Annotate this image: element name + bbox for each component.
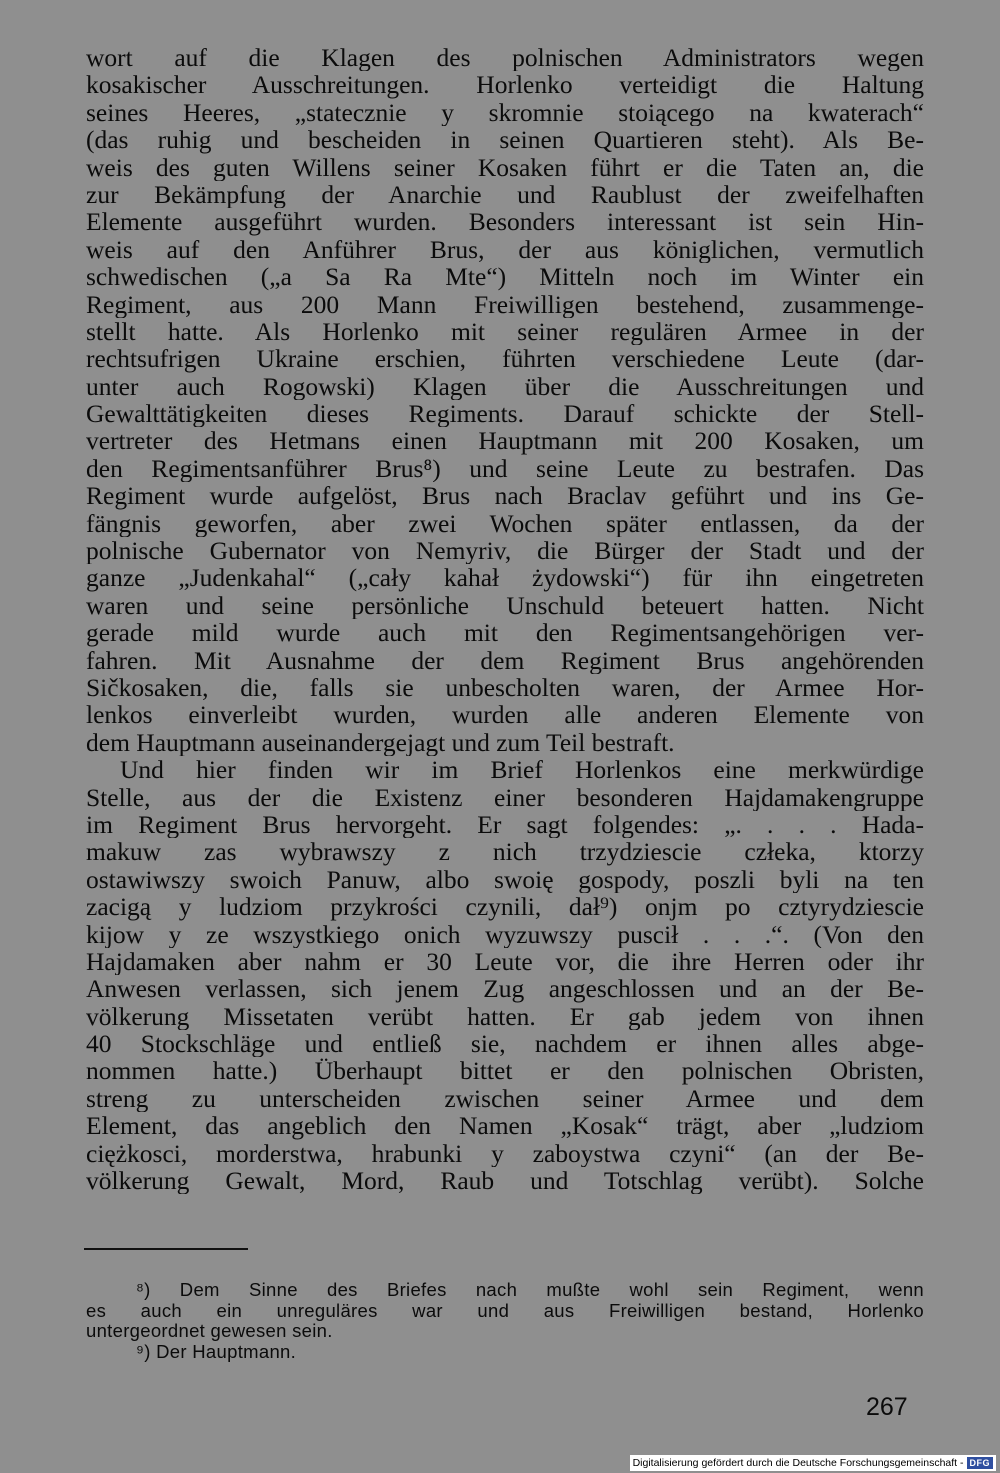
text-line: den Regimentsanführer Brus⁸) und seine Leute zu bestrafen. Das [86, 454, 924, 483]
footnote-line: ⁹) Der Hauptmann. [136, 1341, 297, 1362]
text-line: seines Heeres, „statecznie y skromnie stoiącego na kwaterach“ [86, 98, 924, 127]
funding-note-text: Digitalisierung gefördert durch die Deutsche Forschungsgemeinschaft - [632, 1457, 964, 1469]
text-line: gerade mild wurde auch mit den Regimentsangehörigen ver- [86, 619, 924, 647]
text-line: Gewalttätigkeiten dieses Regiments. Darauf schickte der Stell- [86, 400, 924, 428]
text-line: kijow y ze wszystkiego onich wyzuwszy puscił . . .“. (Von den [86, 920, 924, 948]
page-number: 267 [866, 1393, 908, 1421]
text-line: Regiment, aus 200 Mann Freiwilligen bestehend, zusammenge- [86, 290, 924, 318]
footnote-line: ⁸) Dem Sinne des Briefes nach mußte wohl sein Regiment, wenn [136, 1280, 924, 1300]
text-line: im Regiment Brus hervorgeht. Er sagt folgendes: „. . . . Hada- [86, 810, 924, 839]
text-line: weis auf den Anführer Brus, der aus königlichen, vermutlich [86, 235, 924, 264]
text-line: ganze „Judenkahal“ („cały kahał żydowski“) für ihn eingetreten [86, 564, 924, 592]
text-line: zur Bekämpfung der Anarchie und Raublust der zweifelhaften [86, 180, 924, 209]
text-line: kosakischer Ausschreitungen. Horlenko verteidigt die Haltung [86, 71, 924, 99]
text-line: Regiment wurde aufgelöst, Brus nach Braclav geführt und ins Ge- [86, 482, 924, 510]
text-line: weis des guten Willens seiner Kosaken führt er die Taten an, die [86, 153, 924, 181]
text-line: völkerung Gewalt, Mord, Raub und Totschlag verübt). Solche [86, 1167, 924, 1195]
footnote-line: es auch ein unreguläres war und aus Freiwilligen bestand, Horlenko [86, 1300, 924, 1321]
text-line: lenkos einverleibt wurden, wurden alle anderen Elemente von [86, 701, 924, 729]
text-line: ciężkosci, morderstwa, hrabunki y zaboystwa czyni“ (an der Be- [86, 1139, 924, 1168]
text-line: Stelle, aus der die Existenz einer besonderen Hajdamakengruppe [86, 783, 924, 811]
text-line: dem Hauptmann auseinandergejagt und zum Teil bestraft. [86, 728, 675, 757]
text-line: waren und seine persönliche Unschuld beteuert hatten. Nicht [86, 591, 924, 620]
text-line: schwedischen („a Sa Ra Mte“) Mitteln noch im Winter ein [86, 263, 924, 291]
text-line: unter auch Rogowski) Klagen über die Ausschreitungen und [86, 372, 924, 401]
text-line: fängnis geworfen, aber zwei Wochen später entlassen, da der [86, 509, 924, 538]
text-line: nommen hatte.) Überhaupt bittet er den polnischen Obristen, [86, 1057, 924, 1085]
funding-note [630, 1455, 996, 1471]
text-line: zacigą y ludziom przykrości czynili, dał⁹) onjm po cztyrydziescie [86, 893, 924, 921]
text-line: stellt hatte. Als Horlenko mit seiner regulären Armee in der [86, 317, 924, 346]
text-line: ostawiwszy swoich Panuw, albo swoię gospody, poszli byli na ten [86, 865, 924, 894]
text-line: 40 Stockschläge und entließ sie, nachdem er ihnen alles abge- [86, 1030, 924, 1058]
text-line: fahren. Mit Ausnahme der dem Regiment Brus angehörenden [86, 646, 924, 674]
text-line: rechtsufrigen Ukraine erschien, führten verschiedene Leute (dar- [86, 345, 924, 373]
text-line: vertreter des Hetmans einen Hauptmann mit 200 Kosaken, um [86, 427, 924, 455]
text-line: streng zu unterscheiden zwischen seiner Armee und dem [86, 1084, 924, 1113]
text-line: Sičkosaken, die, falls sie unbescholten waren, der Armee Hor- [86, 673, 924, 702]
text-line: polnische Gubernator von Nemyriv, die Bürger der Stadt und der [86, 537, 924, 565]
footnote-line: untergeordnet gewesen sein. [86, 1321, 333, 1341]
text-line: wort auf die Klagen des polnischen Administrators wegen [86, 44, 924, 72]
text-line: völkerung Missetaten verübt hatten. Er gab jedem von ihnen [86, 1002, 924, 1031]
main-text [86, 44, 924, 1194]
text-line: Elemente ausgeführt wurden. Besonders interessant ist sein Hin- [86, 208, 924, 236]
text-line: Und hier finden wir im Brief Horlenkos eine merkwürdige [120, 756, 924, 784]
text-line: makuw zas wybrawszy z nich trzydziescie człeka, ktorzy [86, 838, 924, 866]
text-line: (das ruhig und bescheiden in seinen Quartieren steht). Als Be- [86, 126, 924, 154]
footnotes [86, 1280, 924, 1362]
dfg-logo: DFG [967, 1457, 994, 1469]
text-line: Element, das angeblich den Namen „Kosak“ trägt, aber „ludziom [86, 1112, 924, 1140]
footnote-divider [84, 1248, 248, 1250]
text-line: Anwesen verlassen, sich jenem Zug angeschlossen und an der Be- [86, 975, 924, 1003]
text-line: Hajdamaken aber nahm er 30 Leute vor, die ihre Herren oder ihr [86, 947, 924, 976]
